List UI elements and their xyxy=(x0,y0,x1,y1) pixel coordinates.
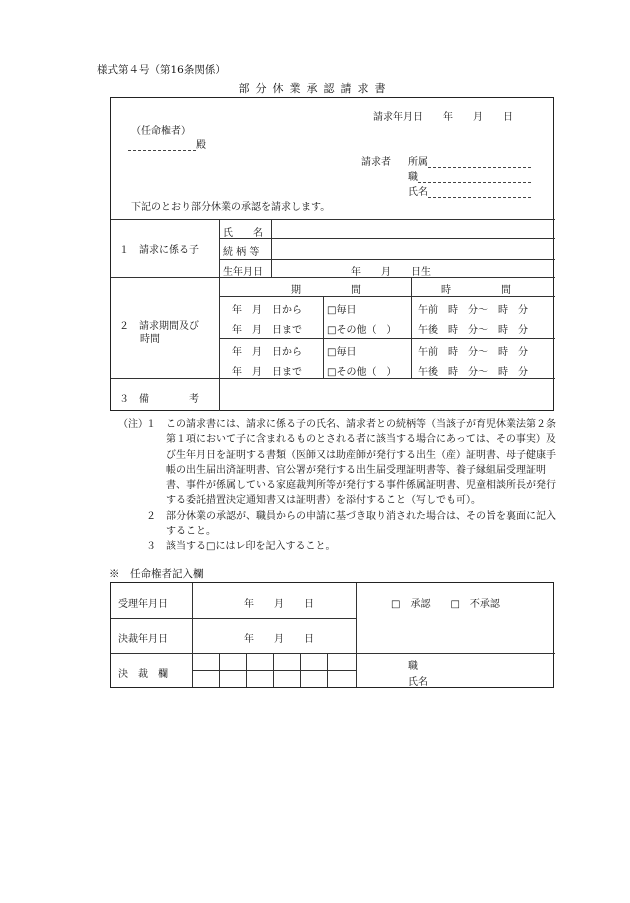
position-field[interactable] xyxy=(408,168,531,183)
name-field[interactable] xyxy=(408,183,531,198)
divider xyxy=(219,259,555,260)
period-section-label-2: 時間 xyxy=(140,334,160,345)
divider xyxy=(111,277,555,278)
position-line[interactable] xyxy=(418,171,531,183)
seal-cell[interactable] xyxy=(300,653,327,687)
position-label: 職 xyxy=(408,172,418,183)
form-number: 様式第４号（第16条関係） xyxy=(97,64,226,76)
note-number: ３ xyxy=(146,541,156,553)
divider xyxy=(271,219,272,277)
request-statement: 下記のとおり部分休業の承認を請求します。 xyxy=(131,202,331,213)
received-date-label: 受理年月日 xyxy=(118,599,168,610)
time-header: 時 間 xyxy=(441,285,511,296)
divider xyxy=(111,219,555,220)
period-row-4-time[interactable]: 午後 時 分〜 時 分 xyxy=(418,367,528,378)
divider xyxy=(219,219,220,277)
note-text: 該当する□にはレ印を記入すること。 xyxy=(166,541,336,553)
decided-date-value[interactable]: 年 月 日 xyxy=(244,634,314,645)
appointer-section-heading: ※ 任命権者記入欄 xyxy=(109,568,204,580)
period-row-2-option[interactable]: □その他（ ） xyxy=(327,325,397,336)
received-date-value[interactable]: 年 月 日 xyxy=(244,599,314,610)
name-label: 氏名 xyxy=(408,187,428,198)
period-header: 期 間 xyxy=(291,285,361,296)
seal-cell[interactable] xyxy=(327,653,354,687)
requester-label: 請求者 xyxy=(361,157,391,168)
child-birthdate-label: 生年月日 xyxy=(223,267,263,278)
period-row-4-date[interactable]: 年 月 日まで xyxy=(232,367,302,378)
divider xyxy=(411,277,412,378)
period-row-4-option[interactable]: □その他（ ） xyxy=(327,367,397,378)
affiliation-line[interactable] xyxy=(428,156,531,168)
note-item xyxy=(118,509,558,540)
approver-position-label: 職 xyxy=(408,661,418,672)
divider xyxy=(219,238,555,239)
note-number: １ xyxy=(146,419,156,430)
divider xyxy=(323,296,324,378)
name-line[interactable] xyxy=(428,186,531,198)
seal-cell[interactable] xyxy=(219,653,246,687)
approval-options[interactable]: □ 承認 □ 不承認 xyxy=(391,599,500,610)
period-row-1-time[interactable]: 午前 時 分〜 時 分 xyxy=(418,305,528,316)
period-row-1-date[interactable]: 年 月 日から xyxy=(232,305,302,316)
period-row-2-date[interactable]: 年 月 日まで xyxy=(232,325,302,336)
note-item xyxy=(118,417,558,509)
period-row-3-date[interactable]: 年 月 日から xyxy=(232,347,302,358)
period-row-3-time[interactable]: 午前 時 分〜 時 分 xyxy=(418,347,528,358)
decided-date-label: 決裁年月日 xyxy=(118,634,168,645)
note-text: この請求書には、請求に係る子の氏名、請求者との続柄等（当該子が育児休業法第２条第１項において子に含まれるものとされる者に該当する場合にあっては、その事実）及び生年月日を証明する書類（医師又は助産師が発行する出生（産）証明書、母子健康手帳の出生届出済証明書、官公署が発行する出生届受理証明書等、養子縁組届受理証明書、事件が係属している家庭裁判所等が発行する事件係属証明書、児童相談所長が発行する委託措置決定通知書又は証明書）を添付すること（写しでも可）。 xyxy=(166,419,556,507)
child-birthdate-value[interactable]: 年 月 日生 xyxy=(351,267,431,278)
request-form-box xyxy=(110,97,554,411)
appointer-label: （任命権者） xyxy=(131,126,191,137)
seal-cell[interactable] xyxy=(273,653,300,687)
note-text: 部分休業の承認が、職員からの申請に基づき取り消された場合は、その旨を裏面に記入すること。 xyxy=(166,510,556,538)
divider xyxy=(219,378,220,411)
note-number: ２ xyxy=(146,510,156,522)
remarks-label: ３ 備 考 xyxy=(119,394,199,405)
appointer-box xyxy=(110,582,554,688)
period-section-label: ２ 請求期間及び xyxy=(119,321,199,332)
appointer-field[interactable] xyxy=(128,136,206,151)
notes xyxy=(118,417,558,555)
approver-name-label: 氏名 xyxy=(408,677,428,688)
page-title: 部分休業承認請求書 xyxy=(238,82,392,95)
divider xyxy=(219,277,220,378)
divider xyxy=(219,296,555,297)
seal-grid xyxy=(192,653,356,687)
seal-cell[interactable] xyxy=(246,653,273,687)
divider xyxy=(219,338,555,339)
period-row-2-time[interactable]: 午後 時 分〜 時 分 xyxy=(418,325,528,336)
period-row-3-option[interactable]: □毎日 xyxy=(327,347,357,358)
dono-text: 殿 xyxy=(196,140,206,151)
period-row-1-option[interactable]: □毎日 xyxy=(327,305,357,316)
child-name-label: 氏 名 xyxy=(223,228,263,239)
child-section-label: １ 請求に係る子 xyxy=(119,245,199,256)
child-relation-label: 続 柄 等 xyxy=(223,247,260,258)
divider xyxy=(111,618,356,619)
divider xyxy=(356,583,357,687)
affiliation-label: 所属 xyxy=(408,157,428,168)
appointer-name-line[interactable] xyxy=(128,139,196,151)
divider xyxy=(111,378,555,379)
notes-prefix: （注） xyxy=(118,419,148,430)
affiliation-field[interactable] xyxy=(408,153,531,168)
request-date-label[interactable]: 請求年月日 年 月 日 xyxy=(373,112,513,123)
decision-label: 決 裁 欄 xyxy=(118,669,168,680)
note-item xyxy=(118,539,558,554)
